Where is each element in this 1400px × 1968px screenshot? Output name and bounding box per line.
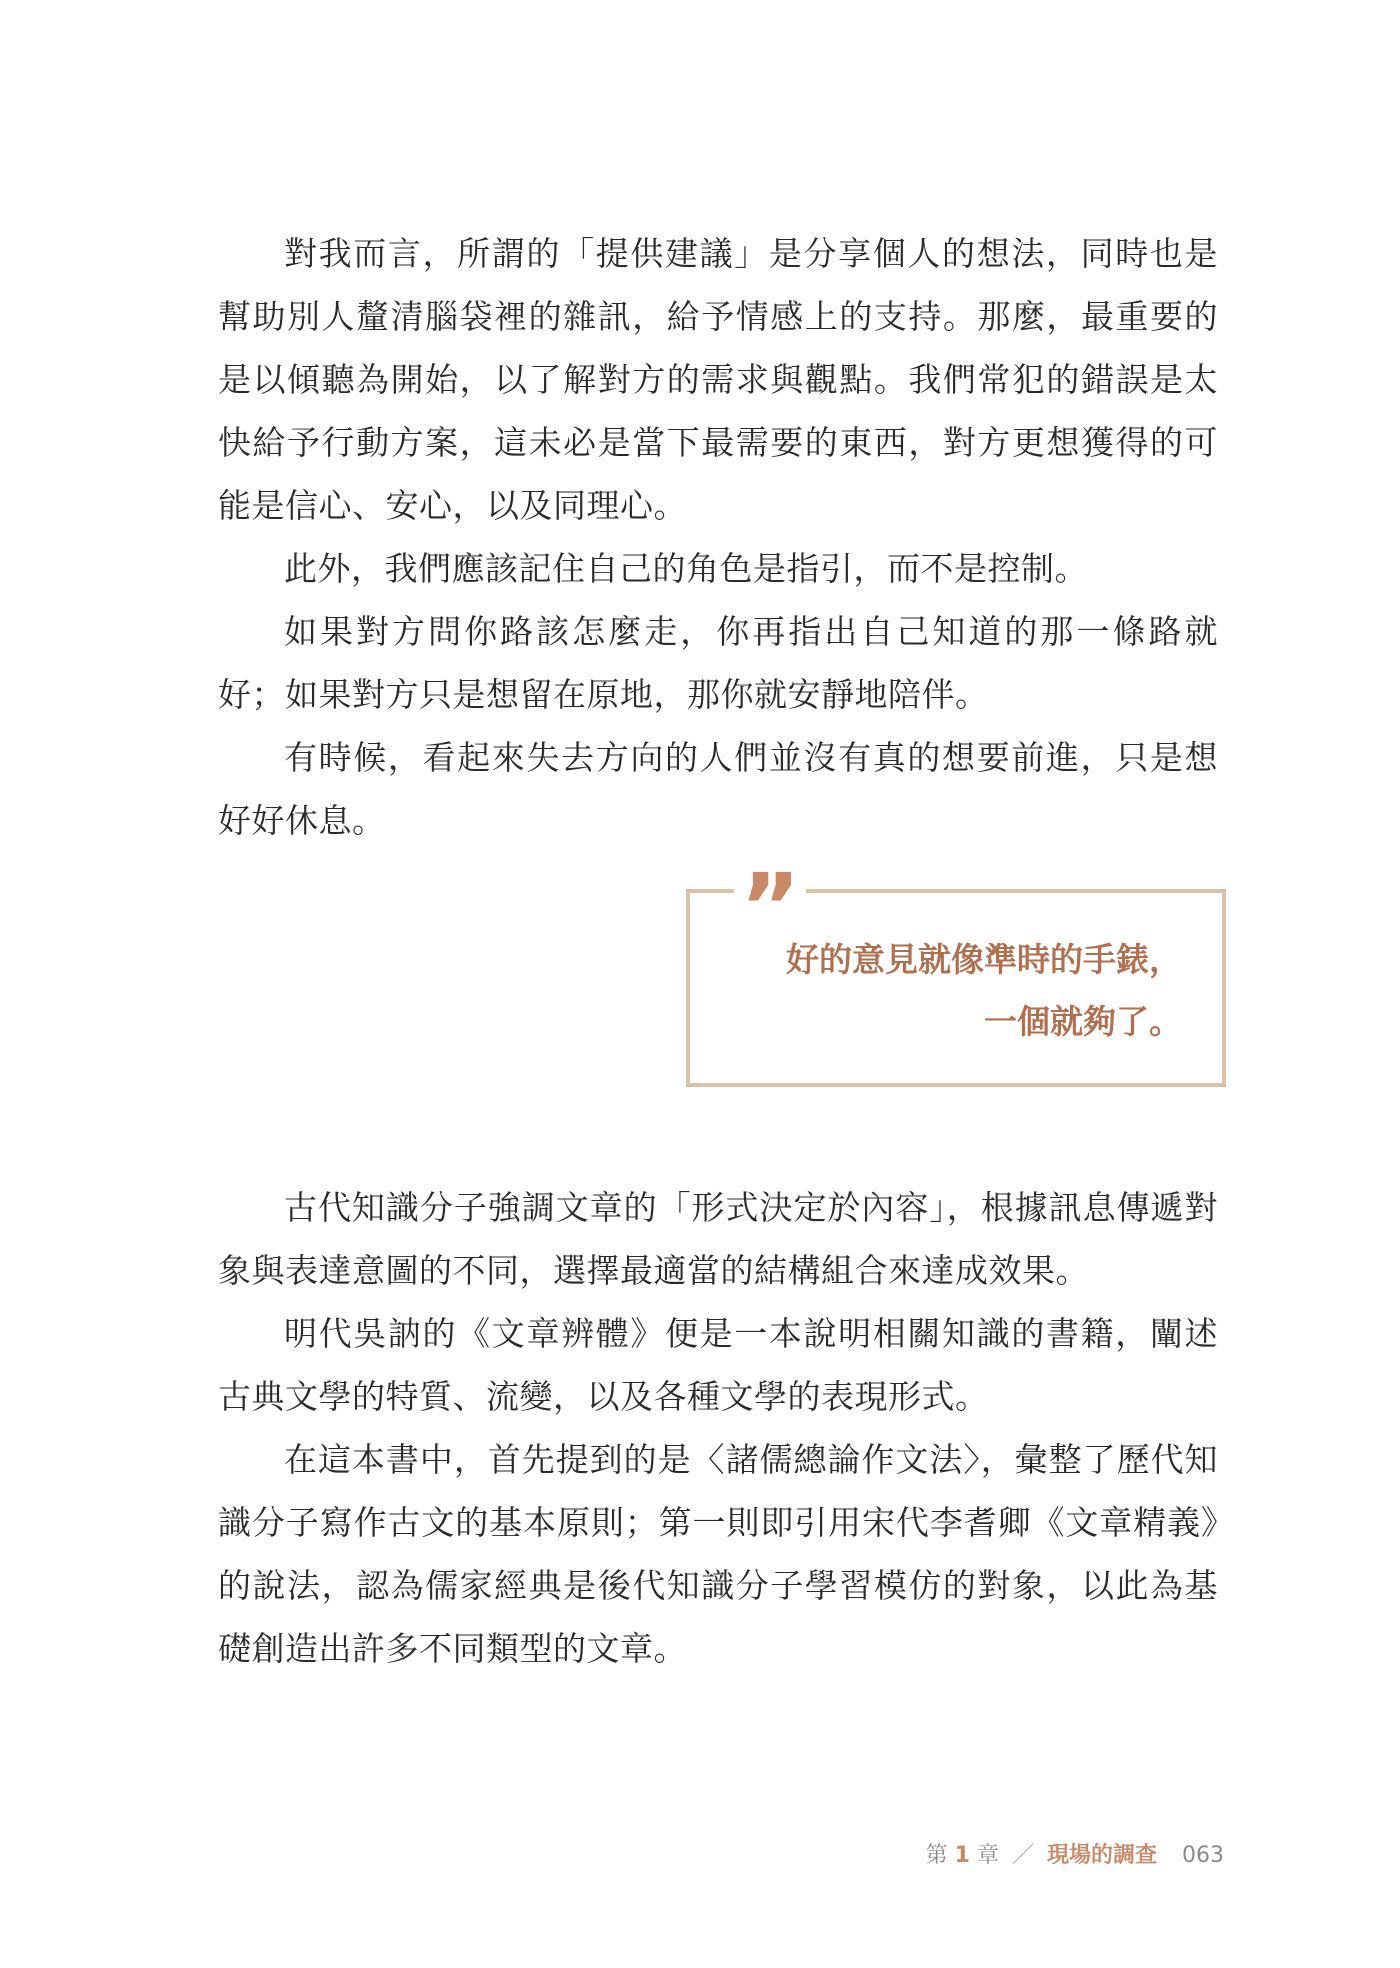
quotation-mark-icon: ” bbox=[734, 855, 806, 925]
paragraph: 古代知識分子強調文章的「形式決定於內容」，根據訊息傳遞對象與表達意圖的不同，選擇最適當的結構組合來達成效果。 bbox=[218, 1188, 1218, 1290]
page-number: 063 bbox=[1182, 1843, 1224, 1868]
paragraph: 對我而言，所謂的「提供建議」是分享個人的想法，同時也是幫助別人釐清腦袋裡的雜訊，給予情感上的支持。那麼，最重要的是以傾聽為開始，以了解對方的需求與觀點。我們常犯的錯誤是太快給予行動方案，這未必是當下最需要的東西，對方更想獲得的可能是信心、安心，以及同理心。 bbox=[218, 234, 1218, 525]
pull-quote-box bbox=[686, 855, 1226, 1087]
chapter-title: 現場的調查 bbox=[1046, 1843, 1157, 1868]
pull-quote-line-1: 好的意見就像準時的手錶， bbox=[786, 940, 1182, 979]
paragraph: 此外，我們應該記住自己的角色是指引，而不是控制。 bbox=[284, 549, 1088, 588]
paragraph: 如果對方問你路該怎麼走，你再指出自己知道的那一條路就好；如果對方只是想留在原地，那你就安靜地陪伴。 bbox=[218, 612, 1218, 714]
chapter-suffix: 章 bbox=[976, 1843, 999, 1868]
body-text-section-1 bbox=[218, 222, 1218, 852]
paragraph: 在這本書中，首先提到的是〈諸儒總論作文法〉，彙整了歷代知識分子寫作古文的基本原則；第一則即引用宋代李耆卿《文章精義》的說法，認為儒家經典是後代知識分子學習模仿的對象，以此為基礎創造出許多不同類型的文章。 bbox=[218, 1440, 1218, 1668]
paragraph: 有時候，看起來失去方向的人們並沒有真的想要前進，只是想好好休息。 bbox=[218, 738, 1218, 840]
paragraph: 明代吳訥的《文章辨體》便是一本說明相關知識的書籍，闡述古典文學的特質、流變，以及各種文學的表現形式。 bbox=[218, 1314, 1218, 1416]
chapter-number: 1 bbox=[954, 1843, 970, 1868]
body-text-section-2 bbox=[218, 1176, 1218, 1680]
chapter-prefix: 第 bbox=[925, 1843, 948, 1868]
pull-quote-text bbox=[786, 929, 1182, 1053]
pull-quote-line-2: 一個就夠了。 bbox=[984, 1002, 1182, 1041]
footer-separator: ／ bbox=[1011, 1843, 1034, 1868]
running-footer bbox=[926, 1838, 1224, 1869]
